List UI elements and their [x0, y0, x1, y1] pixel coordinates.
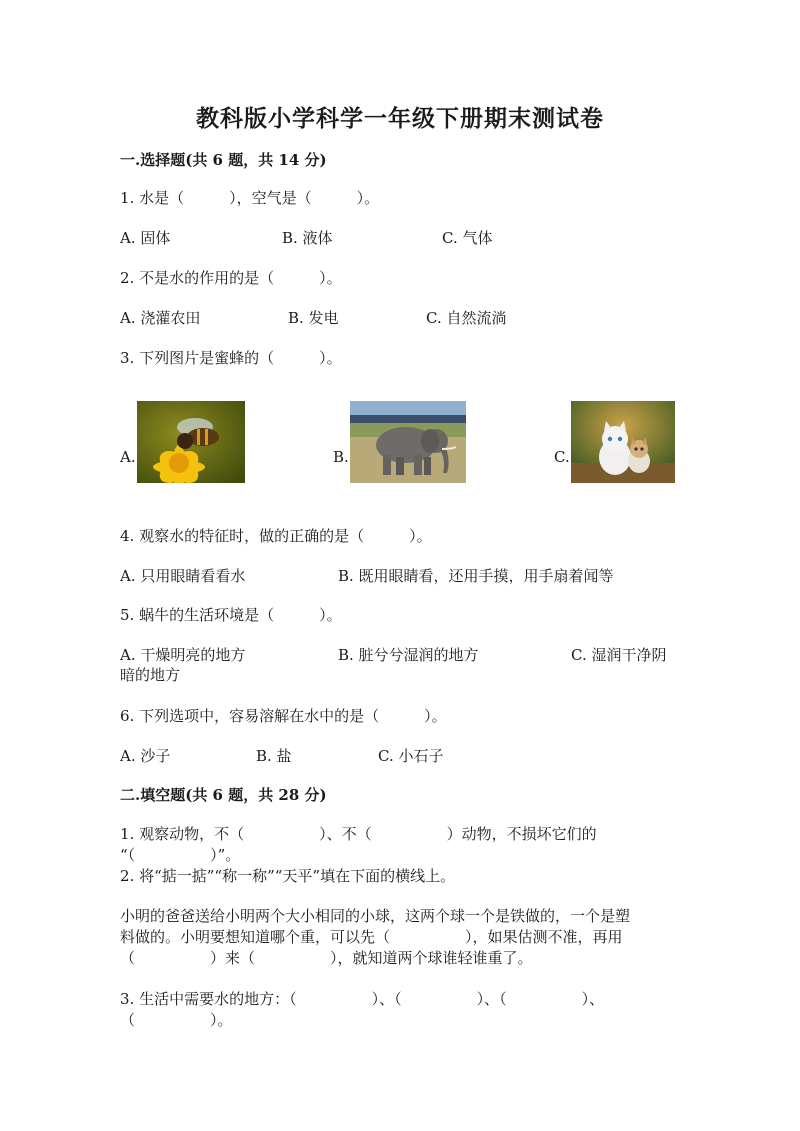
q1-option-c: C. 气体 — [442, 229, 493, 247]
q1-stem: 1. 水是（ ），空气是（ ）。 — [120, 189, 380, 207]
q3-option-c-label: C. — [554, 448, 570, 466]
fill-q1-line1: 1. 观察动物，不（ ）、不（ ）动物，不损坏它们的 — [120, 825, 597, 843]
q3-option-b-label: B. — [333, 448, 349, 466]
q5-option-c: C. 湿润干净阴 — [571, 646, 667, 664]
elephant-image — [350, 401, 466, 483]
q2-option-b: B. 发电 — [288, 309, 339, 327]
q6-stem: 6. 下列选项中，容易溶解在水中的是（ ）。 — [120, 707, 447, 725]
section2-heading: 二.填空题(共 6 题，共 28 分) — [120, 786, 327, 804]
q3-option-a-label: A. — [120, 448, 136, 466]
fill-q3-line2: （ ）。 — [120, 1011, 233, 1029]
q5-option-b: B. 脏兮兮湿润的地方 — [338, 646, 479, 664]
bee-on-flower-image — [137, 401, 245, 483]
q2-option-a: A. 浇灌农田 — [120, 309, 201, 327]
q5-option-c-continued: 暗的地方 — [120, 666, 181, 684]
q4-option-a: A. 只用眼睛看看水 — [120, 567, 246, 585]
section1-heading: 一.选择题(共 6 题，共 14 分) — [120, 151, 327, 169]
q1-option-b: B. 液体 — [282, 229, 333, 247]
q4-option-b: B. 既用眼睛看，还用手摸，用手扇着闻等 — [338, 567, 614, 585]
q3-stem: 3. 下列图片是蜜蜂的（ ）。 — [120, 349, 342, 367]
q5-option-a: A. 干燥明亮的地方 — [120, 646, 246, 664]
fill-q2-passage-line1: 小明的爸爸送给小明两个大小相同的小球，这两个球一个是铁做的，一个是塑 — [120, 907, 631, 925]
kittens-image — [571, 401, 675, 483]
exam-title: 教科版小学科学一年级下册期末测试卷 — [196, 105, 604, 132]
q1-option-a: A. 固体 — [120, 229, 171, 247]
q2-option-c: C. 自然流淌 — [426, 309, 507, 327]
q6-option-b: B. 盐 — [256, 747, 292, 765]
fill-q3-line1: 3. 生活中需要水的地方：（ ）、（ ）、（ ）、 — [120, 990, 605, 1008]
q2-stem: 2. 不是水的作用的是（ ）。 — [120, 269, 342, 287]
fill-q1-line2: “（ ）”。 — [120, 846, 241, 864]
fill-q2-passage-line2: 料做的。小明要想知道哪个重，可以先（ ），如果估测不准，再用 — [120, 928, 623, 946]
q6-option-a: A. 沙子 — [120, 747, 171, 765]
fill-q2-stem: 2. 将“掂一掂”“称一称”“天平”填在下面的横线上。 — [120, 867, 456, 885]
q5-stem: 5. 蜗牛的生活环境是（ ）。 — [120, 606, 342, 624]
q6-option-c: C. 小石子 — [378, 747, 444, 765]
q4-stem: 4. 观察水的特征时，做的正确的是（ ）。 — [120, 527, 432, 545]
fill-q2-passage-line3: （ ）来（ ），就知道两个球谁轻谁重了。 — [120, 949, 533, 967]
